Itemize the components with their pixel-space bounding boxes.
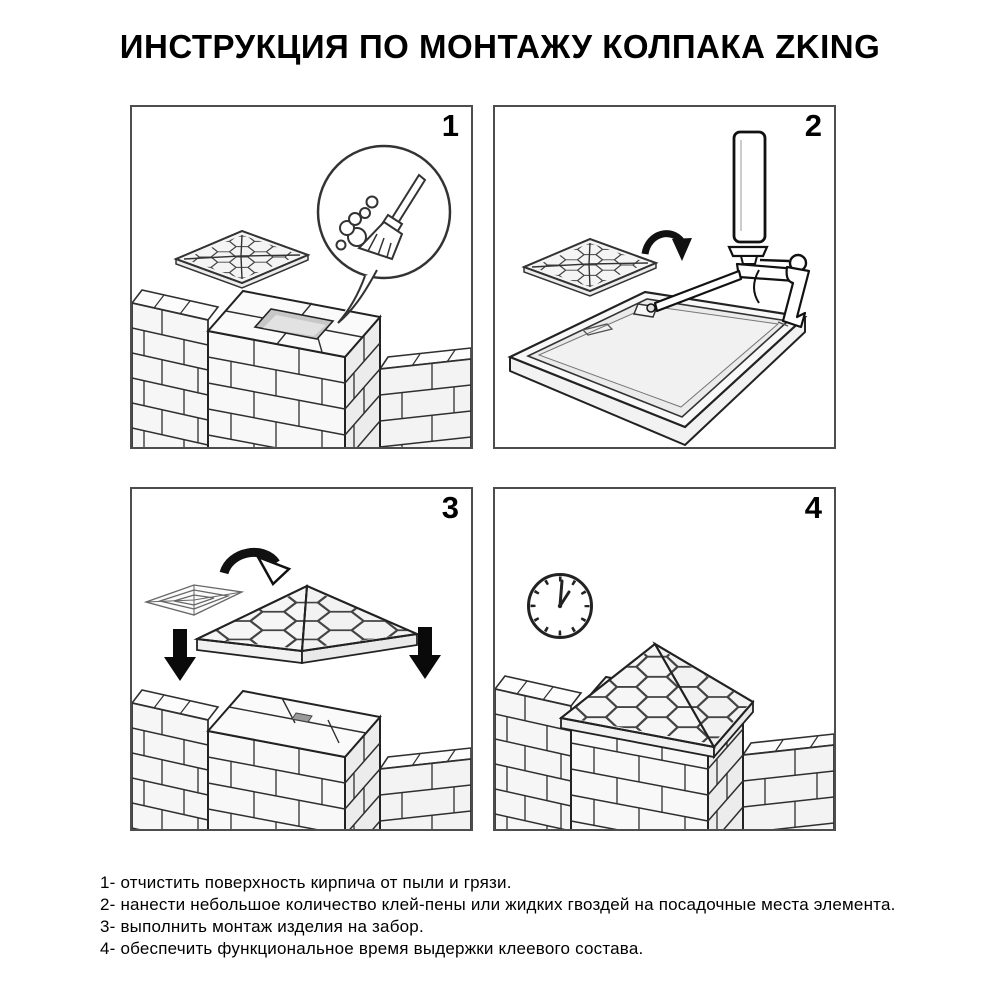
step-3-illustration [132,489,471,829]
brick-wall-left-icon [132,690,218,829]
flip-arrow-icon [645,234,692,261]
cap-top-view-icon [174,226,309,288]
brick-wall-left-icon [132,290,218,447]
instruction-list [100,872,990,960]
step-number-2: 2 [804,108,822,143]
foam-gun-icon [647,132,809,327]
instruction-line-4: 4- обеспечить функциональное время выдержки клеевого состава. [100,939,644,958]
foam-canister-icon [734,132,765,242]
cap-underside-icon [146,585,242,615]
clock-icon [529,575,592,638]
down-arrow-icon [164,629,196,681]
cap-side-view-icon [183,566,431,677]
step-panel-3 [130,487,473,831]
brick-wall-right-icon [380,748,471,829]
step-panel-1 [130,105,473,449]
brick-wall-left-icon [495,676,581,829]
step-number-3: 3 [441,490,459,525]
step-1-illustration [132,107,471,447]
flip-arrow-icon [224,552,289,584]
instruction-line-3: 3- выполнить монтаж изделия на забор. [100,917,424,936]
brick-pillar-icon [208,691,380,829]
step-4-illustration [495,489,834,829]
brick-wall-right-icon [743,734,834,829]
step-number-4: 4 [804,490,822,525]
brick-wall-right-icon [380,348,471,447]
step-panel-4 [493,487,836,831]
step-number-1: 1 [441,108,459,143]
cap-top-view-icon [522,234,657,296]
instruction-line-1: 1- отчистить поверхность кирпича от пыли и грязи. [100,873,512,892]
cap-underside-tray-icon [510,292,805,445]
glue-dot-icon [647,304,655,312]
page-title: ИНСТРУКЦИЯ ПО МОНТАЖУ КОЛПАКА ZKING [119,28,881,65]
instruction-line-2: 2- нанести небольшое количество клей-пены или жидких гвоздей на посадочные места элемента. [100,895,896,914]
step-panel-2 [493,105,836,449]
brick-pillar-icon [208,291,380,447]
step-2-illustration [495,107,834,447]
